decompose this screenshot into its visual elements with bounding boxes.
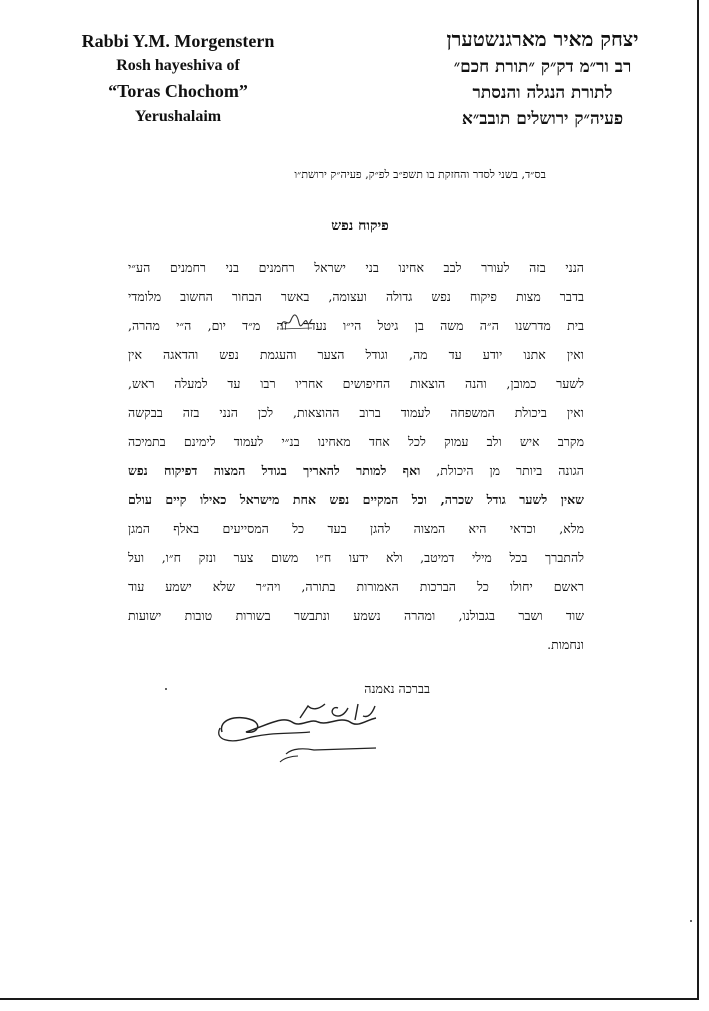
rabbi-name-english: Rabbi Y.M. Morgenstern — [81, 31, 275, 51]
page-border-bottom — [0, 998, 699, 1000]
handwritten-annotation — [278, 310, 314, 332]
body-line — [128, 572, 584, 601]
body-line — [128, 543, 584, 572]
body-text: הנני בזה לעורר לבב אחינו בני ישראל רחמנים בני רחמנים הע״י — [128, 260, 584, 275]
ink-speck — [165, 688, 167, 690]
closing-line: בברכה נאמנה — [364, 681, 430, 696]
body-text: ראשם יחולו כל הברכות האמורות בתורה, ויה״ר שלא ישמע עוד — [128, 579, 584, 594]
city-english: Yerushalaim — [134, 108, 222, 125]
english-letterhead — [58, 28, 298, 130]
body-text: לשער כמובן, והנה הוצאות החיפושים אחריו רבו עד למעלה ראש, — [128, 376, 584, 391]
body-line — [128, 282, 584, 311]
city-hebrew: פעיה״ק ירושלים תובב״א — [461, 109, 624, 129]
hebrew-letterhead — [405, 24, 680, 132]
body-text: מלא, וכדאי היא המצוה להגן בעד כל המסייעים באלף המגן — [128, 521, 584, 536]
body-line — [128, 311, 584, 340]
body-text: שוד ושבר בגבולנו, ומהרה נשמע ונתבשר בשורות טובות ישועות — [128, 608, 584, 623]
body-text: ונחמות. — [547, 637, 584, 652]
body-line — [128, 630, 584, 659]
subject-hebrew: לתורת הנגלה והנסתר — [472, 83, 613, 103]
body-line — [128, 427, 584, 456]
body-text-bold: ואף למותר להאריך בגודל המצוה דפיקוח נפש — [128, 463, 421, 478]
body-text: ואין אתנו יודע עד מה, וגודל הצער והעגמת נפש והדאגה אין — [128, 347, 584, 362]
rabbi-role-english: Rosh hayeshiva of — [116, 57, 240, 74]
body-text: בדבר מצות פיקוח נפש גדולה ועצומה, באשר הבחור החשוב מלומדי — [128, 289, 584, 304]
handwritten-signature — [200, 688, 440, 778]
body-text: מקרב איש ולב עמוק לכל אחד מאחינו בנ״י לעמוד לימינם בתמיכה — [128, 434, 584, 449]
institution-english: “Toras Chochom” — [108, 81, 248, 101]
body-text: הגונה ביותר מן היכולת, — [436, 463, 584, 478]
page-border-right — [697, 0, 699, 1000]
body-line — [128, 456, 584, 485]
letter-body — [128, 253, 584, 659]
rabbi-name-hebrew: יצחק מאיר מארגנשטערן — [446, 27, 639, 51]
date-line: בס״ד, בשני לסדר והחזקת בו תשפ״ב לפ״ק, פעיה״ק ירושת״ו — [294, 168, 546, 181]
body-text: בית מדרשנו ה״ה משה בן גיטל הי״ו נעדר זה מ״ד יום, ה״י מהרה, — [128, 318, 584, 333]
body-line — [128, 369, 584, 398]
body-line — [128, 485, 584, 514]
body-line — [128, 340, 584, 369]
body-text: ואין ביכולת המשפחה לעמוד ברוב ההוצאות, לכן הנני בזה בבקשה — [128, 405, 584, 420]
ink-speck — [690, 920, 692, 922]
body-text: להתברך בכל מילי דמיטב, ולא ידעו ח״ו משום צער ונזק ח״ו, ועל — [128, 550, 584, 565]
body-text-bold: שאין לשער גודל שכרה, וכל המקיים נפש אחת מישראל כאילו קיים עולם — [128, 492, 584, 507]
body-line — [128, 514, 584, 543]
letter-title: פיקוח נפש — [331, 218, 389, 234]
body-line — [128, 398, 584, 427]
rabbi-role-hebrew: רב ור״מ דק״ק ״תורת חכם״ — [453, 57, 632, 77]
body-line — [128, 601, 584, 630]
body-line — [128, 253, 584, 282]
